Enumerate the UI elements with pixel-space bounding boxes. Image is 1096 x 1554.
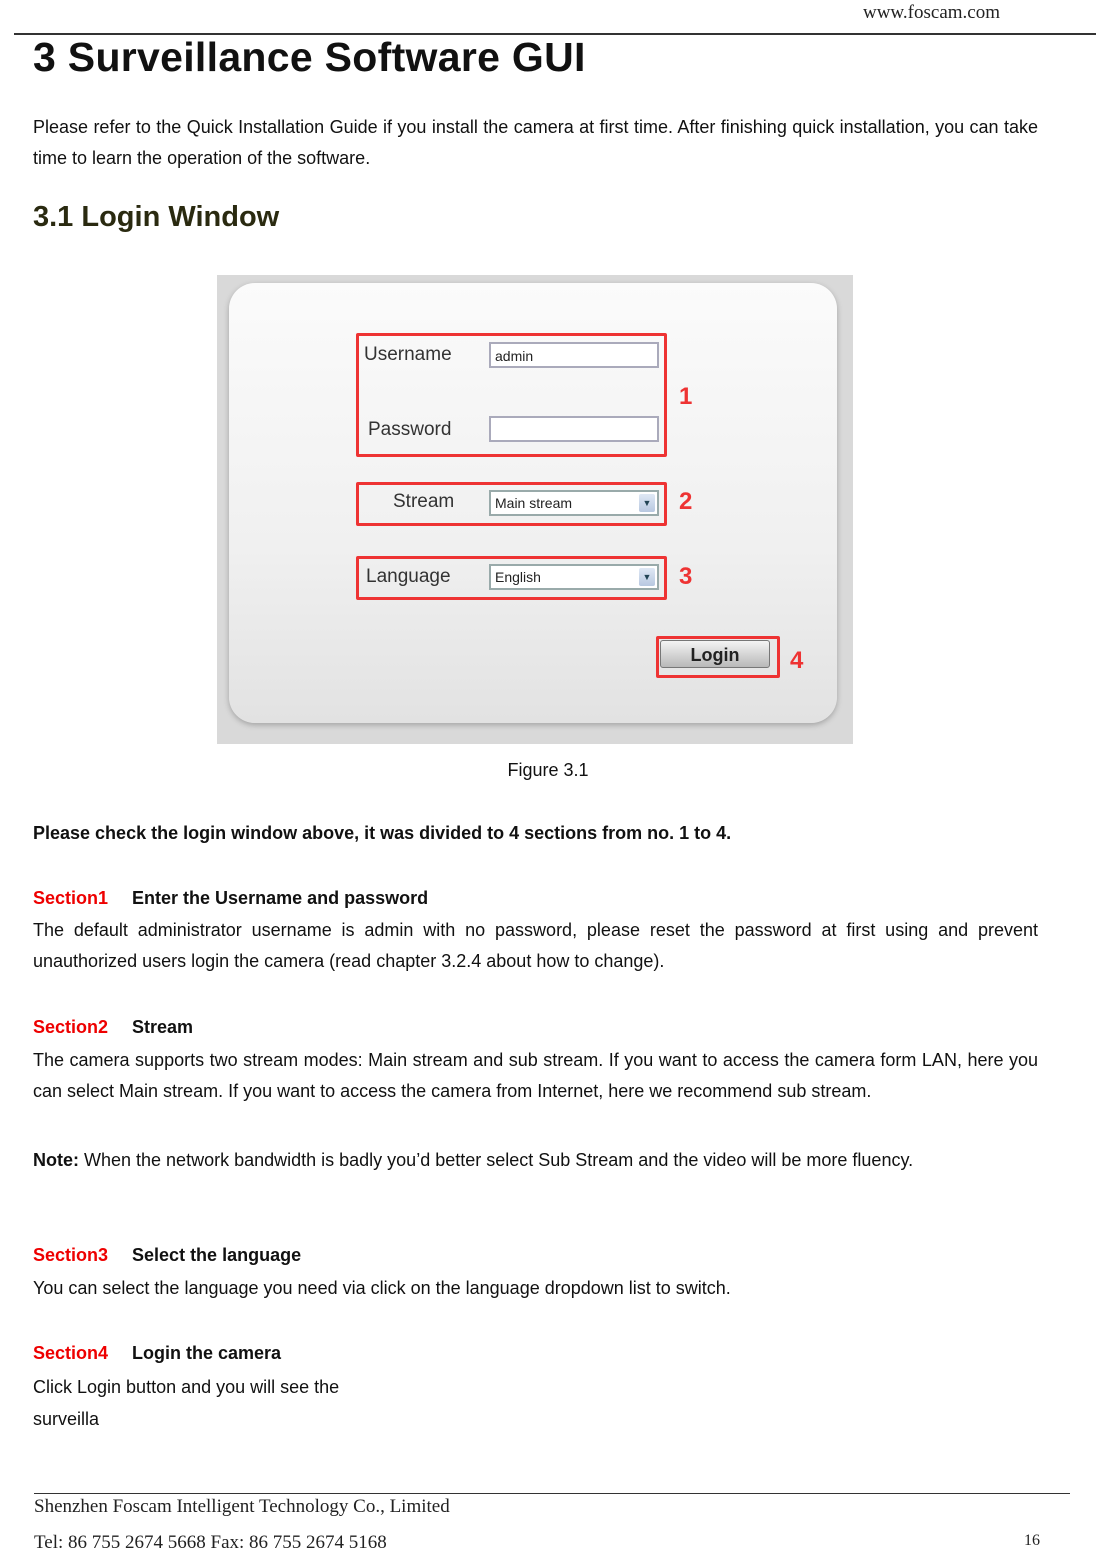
section1-title: Enter the Username and password — [132, 888, 429, 908]
username-input[interactable]: admin — [489, 342, 659, 368]
footer-contact: Tel: 86 755 2674 5668 Fax: 86 755 2674 5168 — [34, 1532, 387, 1553]
language-select[interactable] — [489, 564, 659, 590]
username-label: Username — [364, 344, 452, 365]
section2-id: Section2 — [33, 1017, 109, 1037]
section2-note — [33, 1145, 1038, 1176]
marker-3: 3 — [679, 563, 693, 590]
note-label: Note: — [33, 1150, 79, 1170]
marker-4: 4 — [790, 647, 804, 674]
section3-id: Section3 — [33, 1245, 109, 1265]
language-label: Language — [366, 566, 451, 587]
page-number: 16 — [1024, 1532, 1040, 1549]
check-note: Please check the login window above, it was divided to 4 sections from no. 1 to 4. — [33, 823, 732, 843]
section3-heading — [33, 1245, 301, 1266]
section4-title: Login the camera — [132, 1343, 282, 1363]
section4-id: Section4 — [33, 1343, 109, 1363]
login-button[interactable]: Login — [660, 640, 770, 668]
chevron-down-icon: ▼ — [639, 494, 655, 512]
section4-text-line1: Click Login button and you will see the — [33, 1377, 340, 1397]
figure-caption: Figure 3.1 — [507, 760, 589, 780]
section1-id: Section1 — [33, 888, 109, 908]
section3-title: Select the language — [132, 1245, 302, 1265]
section3-text: You can select the language you need via click on the language dropdown list to switch. — [33, 1278, 731, 1298]
section2-heading — [33, 1017, 193, 1038]
stream-label: Stream — [393, 491, 455, 512]
password-input[interactable] — [489, 416, 659, 442]
section1-text: The default administrator username is admin with no password, please reset the password at first using and prevent unauthorized users login the camera (read chapter 3.2.4 about how to change). — [33, 920, 1038, 971]
marker-2: 2 — [679, 488, 693, 515]
footer-company: Shenzhen Foscam Intelligent Technology Co., Limited — [34, 1496, 450, 1517]
password-label: Password — [368, 419, 452, 440]
section4-text-line2: surveilla — [33, 1409, 100, 1429]
section-heading: 3.1 Login Window — [33, 201, 280, 233]
header-site: www.foscam.com — [862, 2, 1000, 23]
stream-select-value: Main stream — [495, 495, 573, 511]
language-select-value: English — [495, 569, 541, 585]
section2-text: The camera supports two stream modes: Main stream and sub stream. If you want to access the camera form LAN, here you can select Main stream. If you want to access the camera from Internet, here we recommend sub stream. — [33, 1050, 1038, 1101]
login-window-figure — [217, 275, 853, 744]
section2-title: Stream — [132, 1017, 194, 1037]
section1-heading — [33, 888, 428, 909]
note-text: When the network bandwidth is badly you’d better select Sub Stream and the video will be more fluency. — [79, 1150, 914, 1170]
marker-1: 1 — [679, 383, 693, 410]
section4-heading — [33, 1343, 281, 1364]
page-title: 3 Surveillance Software GUI — [33, 34, 586, 80]
intro-paragraph: Please refer to the Quick Installation Guide if you install the camera at first time. After finishing quick installation, you can take time to learn the operation of the software. — [33, 117, 1038, 168]
footer-rule — [34, 1493, 1070, 1494]
chevron-down-icon: ▼ — [639, 568, 655, 586]
stream-select[interactable] — [489, 490, 659, 516]
